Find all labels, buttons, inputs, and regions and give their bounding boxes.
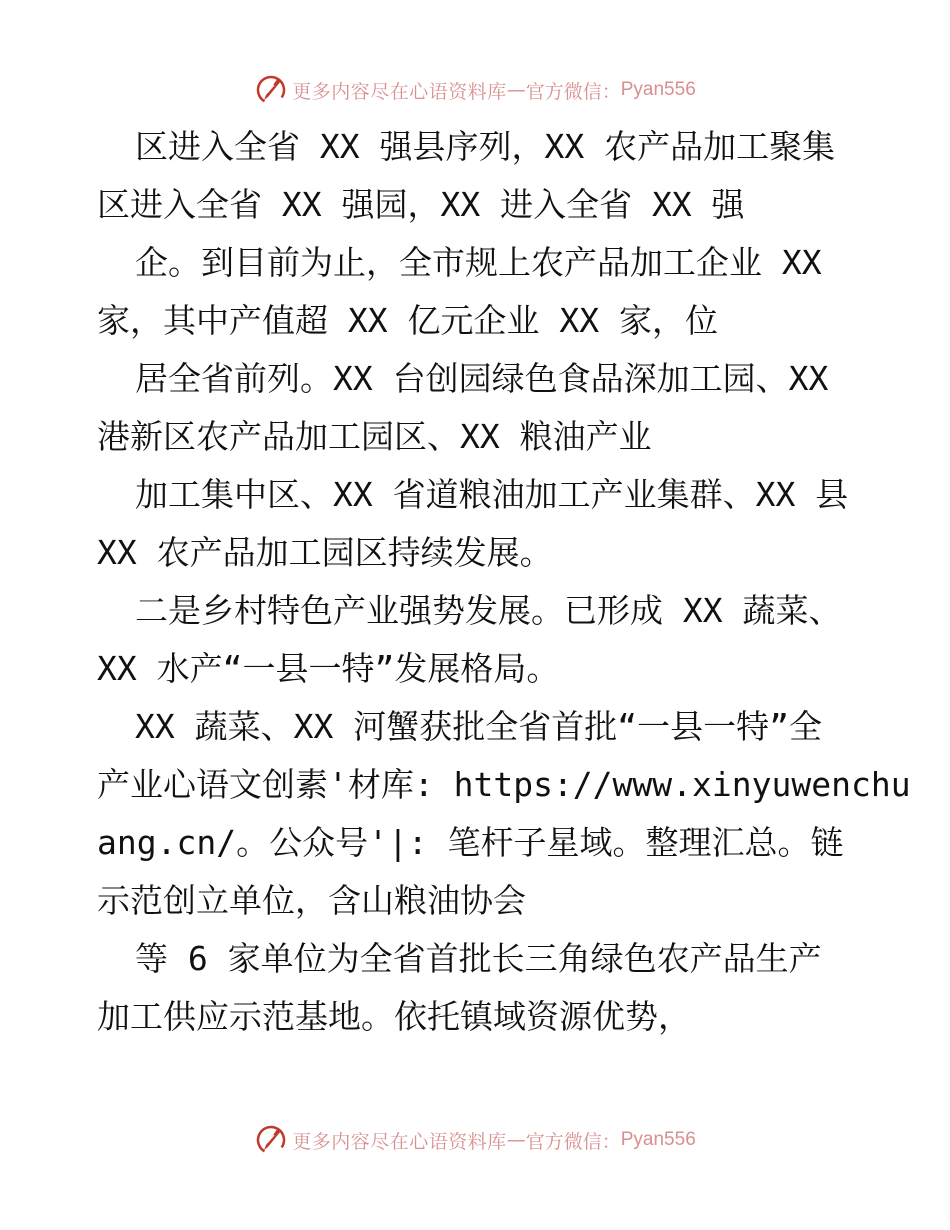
body-line-1: 区进入全省 XX 强县序列，XX 农产品加工聚集 bbox=[135, 127, 836, 166]
body-line-2: 区进入全省 XX 强园，XX 进入全省 XX 强 bbox=[97, 185, 745, 224]
wechat-label: 官方微信： bbox=[525, 80, 621, 103]
body-line-12: 产业心语文创素'材库: https://www.xinyuwenchu bbox=[97, 765, 911, 804]
body-line-3: 企。到目前为止，全市规上农产品加工企业 XX bbox=[135, 243, 822, 282]
wechat-label: 官方微信： bbox=[525, 1130, 621, 1153]
body-line-8: XX 农产品加工园区持续发展。 bbox=[97, 533, 553, 572]
body-line-7: 加工集中区、XX 省道粮油加工产业集群、XX 县 bbox=[135, 475, 849, 514]
body-line-6: 港新区农产品加工园区、XX 粮油产业 bbox=[97, 417, 652, 456]
body-line-11: XX 蔬菜、XX 河蟹获批全省首批“一县一特”全 bbox=[135, 707, 822, 746]
body-line-9: 二是乡村特色产业强势发展。已形成 XX 蔬菜、 bbox=[135, 591, 842, 630]
body-line-14: 示范创立单位，含山粮油协会 bbox=[97, 881, 526, 920]
wechat-id: Pyan556 bbox=[620, 79, 696, 100]
banner-dash: — bbox=[506, 79, 526, 101]
body-line-10: XX 水产“一县一特”发展格局。 bbox=[97, 649, 560, 688]
header-watermark-banner bbox=[0, 72, 950, 108]
body-line-16: 加工供应示范基地。依托镇域资源优势， bbox=[97, 997, 691, 1036]
brand-text: 更多内容尽在心语资料库 bbox=[292, 1130, 507, 1153]
wechat-id: Pyan556 bbox=[620, 1129, 696, 1150]
quill-pen-logo-icon bbox=[254, 73, 288, 107]
brand-text: 更多内容尽在心语资料库 bbox=[292, 80, 507, 103]
quill-pen-logo-icon bbox=[254, 1123, 288, 1157]
footer-watermark-banner bbox=[0, 1122, 950, 1158]
body-line-5: 居全省前列。XX 台创园绿色食品深加工园、XX bbox=[135, 359, 829, 398]
banner-dash: — bbox=[506, 1129, 526, 1151]
body-line-15: 等 6 家单位为全省首批长三角绿色农产品生产 bbox=[135, 939, 822, 978]
body-line-13: ang.cn/。公众号'|: 笔杆子星域。整理汇总。链 bbox=[97, 823, 844, 862]
body-line-4: 家，其中产值超 XX 亿元企业 XX 家，位 bbox=[97, 301, 718, 340]
